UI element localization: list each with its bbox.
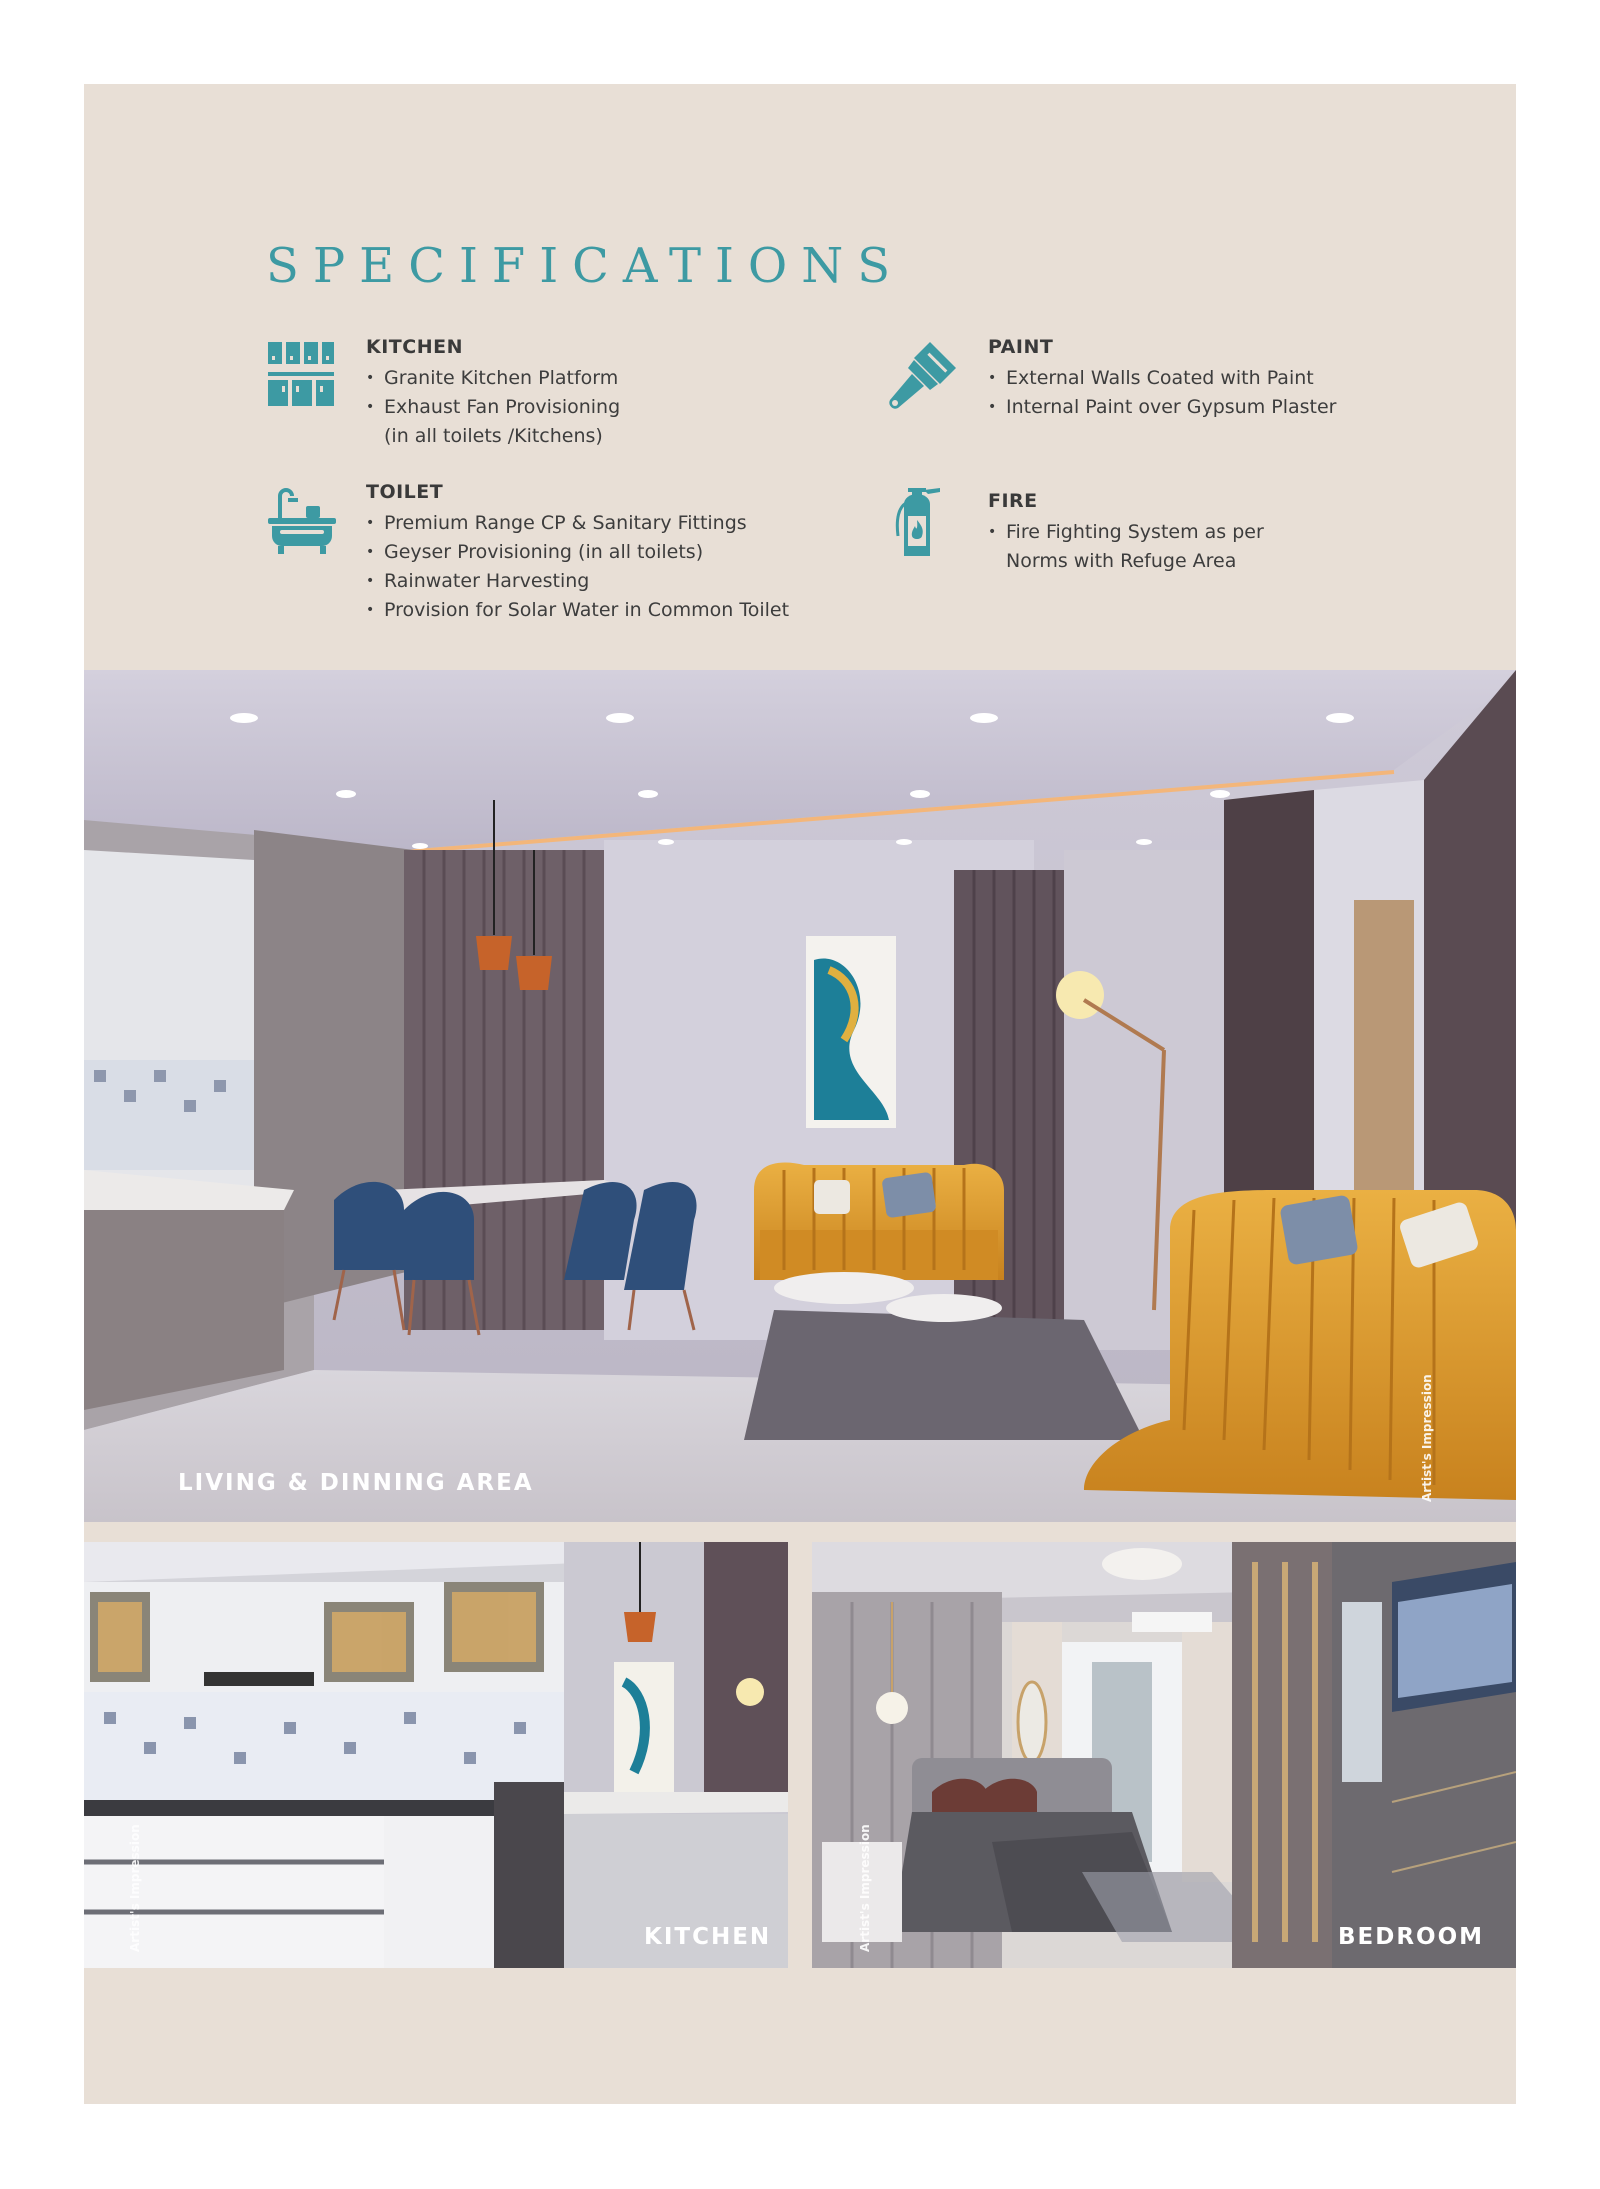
spec-kitchen-heading: KITCHEN [366, 336, 463, 358]
spec-toilet-item: • Geyser Provisioning (in all toilets) [366, 538, 789, 567]
living-dining-photo [84, 670, 1516, 1522]
spec-toilet [366, 481, 789, 625]
spec-kitchen [366, 336, 620, 451]
bedroom-caption: BEDROOM [1338, 1924, 1485, 1950]
spec-paint-item: • External Walls Coated with Paint [988, 364, 1336, 393]
kitchen-cabinet-icon [266, 340, 336, 410]
page-title: SPECIFICATIONS [266, 238, 905, 294]
spec-fire-item: • Fire Fighting System as per Norms with Refuge Area [988, 518, 1264, 576]
spec-kitchen-item-note: (in all toilets /Kitchens) [384, 425, 603, 447]
bedroom-artist-note: Artist's Impression [858, 1824, 872, 1952]
spec-fire-item-note: Norms with Refuge Area [1006, 550, 1237, 572]
kitchen-artist-note: Artist's Impression [128, 1824, 142, 1952]
paint-brush-icon [884, 338, 960, 414]
spec-paint [988, 336, 1336, 422]
spec-fire-heading: FIRE [988, 490, 1038, 512]
kitchen-caption: KITCHEN [644, 1924, 772, 1950]
spec-paint-item: • Internal Paint over Gypsum Plaster [988, 393, 1336, 422]
spec-paint-heading: PAINT [988, 336, 1054, 358]
spec-kitchen-item: • Exhaust Fan Provisioning (in all toilets /Kitchens) [366, 393, 620, 451]
spec-toilet-heading: TOILET [366, 481, 444, 503]
spec-toilet-item: • Premium Range CP & Sanitary Fittings [366, 509, 789, 538]
fire-extinguisher-icon [894, 486, 944, 558]
spec-toilet-item: • Provision for Solar Water in Common Toilet [366, 596, 789, 625]
kitchen-photo [84, 1542, 788, 1968]
living-dining-caption: LIVING & DINNING AREA [178, 1470, 534, 1496]
spec-kitchen-item: • Granite Kitchen Platform [366, 364, 620, 393]
bedroom-photo [812, 1542, 1516, 1968]
living-artist-note: Artist's Impression [1420, 1374, 1434, 1502]
bathtub-icon [266, 486, 338, 556]
spec-toilet-item: • Rainwater Harvesting [366, 567, 789, 596]
spec-fire [988, 490, 1264, 576]
